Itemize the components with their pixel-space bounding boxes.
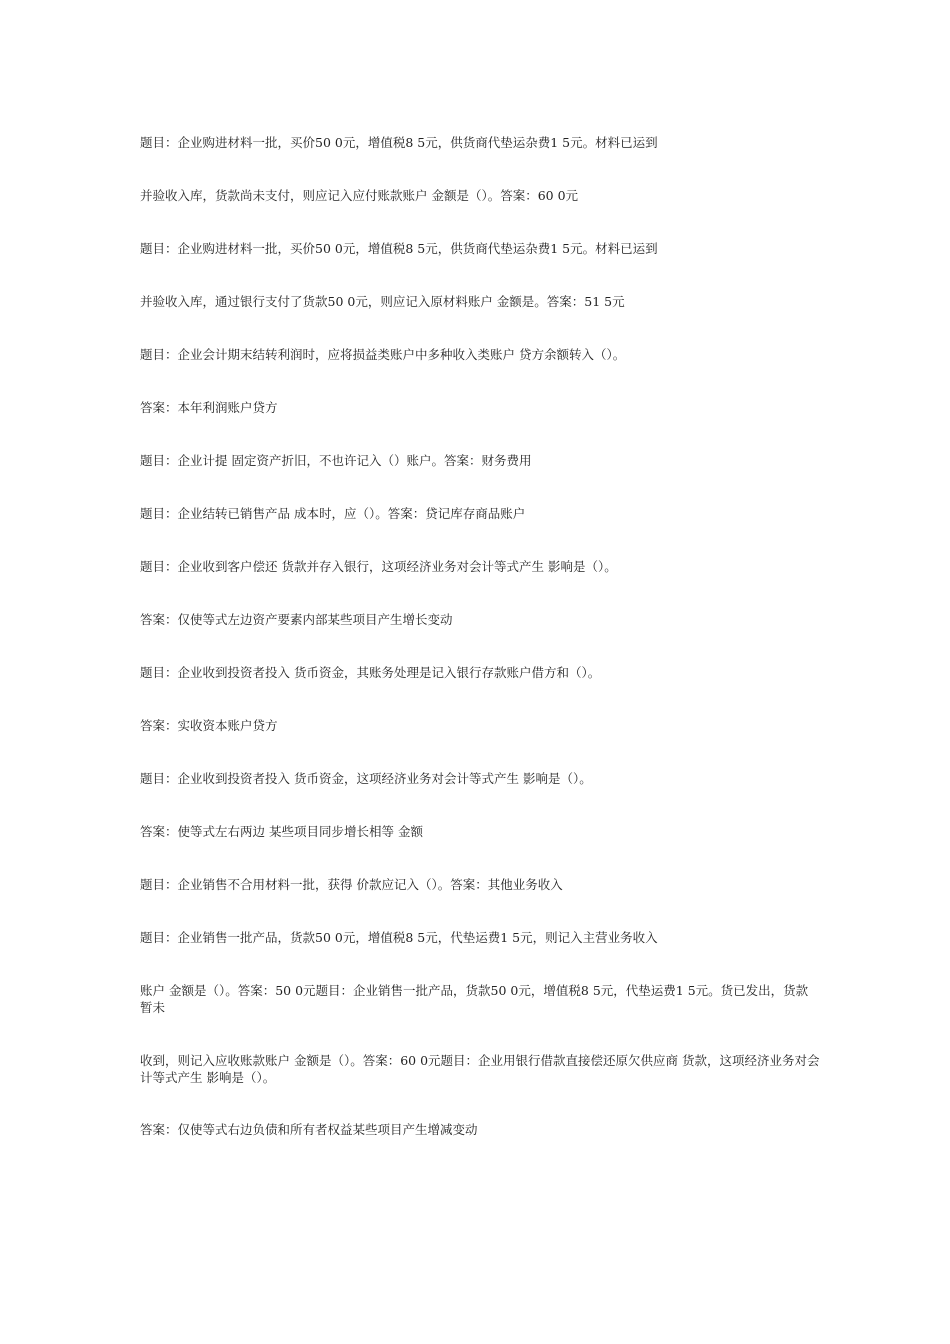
text-line-17: 账户 金额是（）。答案：50 0元题目：企业销售一批产品，货款50 0元，增值税8 5元，代垫运费1 5元。货已发出，货款暂未 [140,983,809,1015]
text-line-7: 题目：企业计提 固定资产折旧，不也许记入（）账户。答案：财务费用 [140,453,532,468]
text-line-13: 题目：企业收到投资者投入 货币资金，这项经济业务对会计等式产生 影响是（）。 [140,771,592,786]
text-line-18: 收到，则记入应收账款账户 金额是（）。答案：60 0元题目：企业用银行借款直接偿还原欠供应商 货款，这项经济业务对会计等式产生 影响是（）。 [140,1053,820,1085]
text-line-10: 答案：仅使等式左边资产要素内部某些项目产生增长变动 [140,612,453,627]
text-line-5: 题目：企业会计期末结转利润时，应将损益类账户中多种收入类账户 贷方余额转入（）。 [140,347,626,362]
text-line-2: 并验收入库，货款尚未支付，则应记入应付账款账户 金额是（）。答案：60 0元 [140,188,579,203]
text-line-1: 题目：企业购进材料一批，买价50 0元，增值税8 5元，供货商代垫运杂费1 5元。材料已运到 [140,135,658,150]
text-line-4: 并验收入库，通过银行支付了货款50 0元，则应记入原材料账户 金额是。答案：51 5元 [140,294,625,309]
text-line-11: 题目：企业收到投资者投入 货币资金，其账务处理是记入银行存款账户借方和（）。 [140,665,601,680]
text-line-12: 答案：实收资本账户贷方 [140,718,278,733]
text-line-8: 题目：企业结转已销售产品 成本时，应（）。答案：贷记库存商品账户 [140,506,526,521]
text-line-14: 答案：使等式左右两边 某些项目同步增长相等 金额 [140,824,423,839]
text-line-9: 题目：企业收到客户偿还 货款并存入银行，这项经济业务对会计等式产生 影响是（）。 [140,559,617,574]
text-line-16: 题目：企业销售一批产品，货款50 0元，增值税8 5元，代垫运费1 5元，则记入主营业务收入 [140,930,658,945]
text-line-19: 答案：仅使等式右边负债和所有者权益某些项目产生增减变动 [140,1122,478,1137]
text-line-3: 题目：企业购进材料一批，买价50 0元，增值税8 5元，供货商代垫运杂费1 5元。材料已运到 [140,241,658,256]
text-line-6: 答案：本年利润账户贷方 [140,400,278,415]
text-line-15: 题目：企业销售不合用材料一批，获得 价款应记入（）。答案：其他业务收入 [140,877,563,892]
